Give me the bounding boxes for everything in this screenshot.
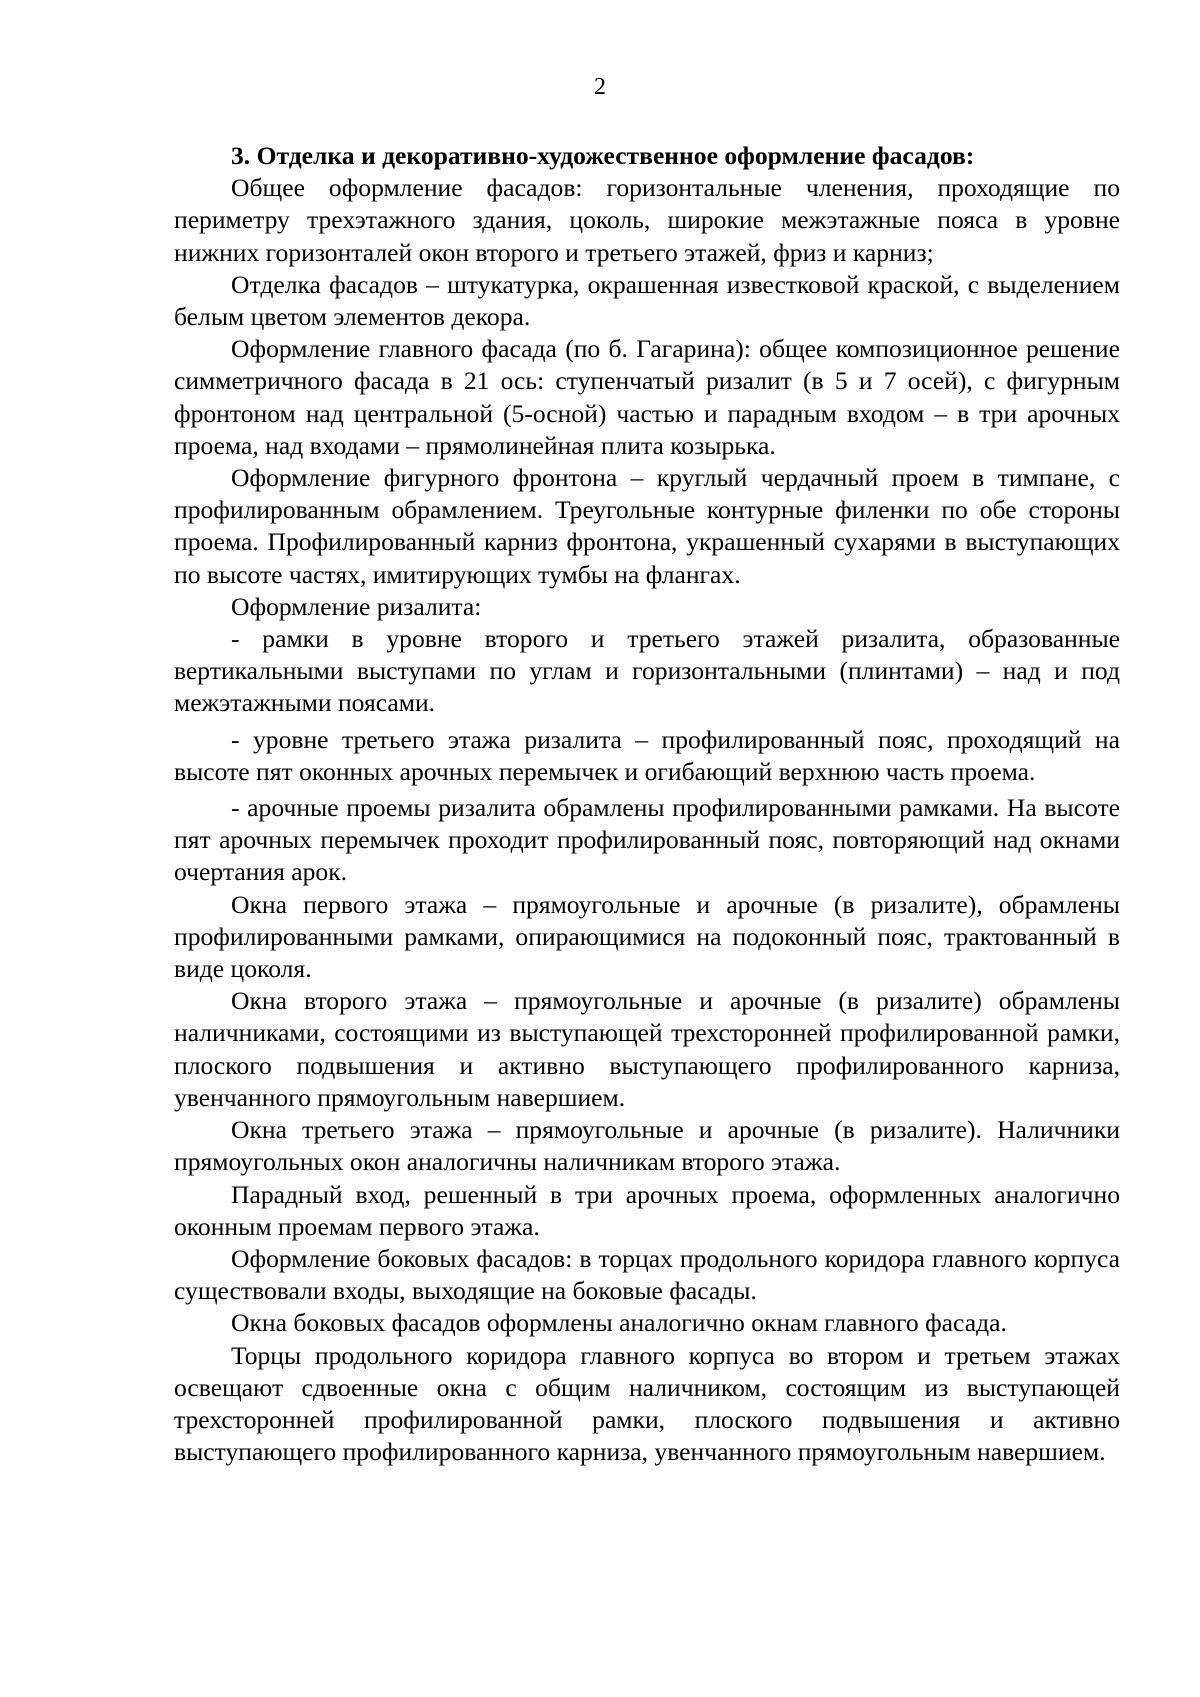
paragraph-first-floor-windows: Окна первого этажа – прямоугольные и арочные (в ризалите), обрамлены профилированными рамками, опирающимися на подоконный пояс, трактованный в виде цоколя. (174, 889, 1120, 984)
paragraph-main-entrance: Парадный вход, решенный в три арочных проема, оформленных аналогично оконным проемам первого этажа. (174, 1179, 1120, 1241)
paragraph-risalit-third-floor: - уровне третьего этажа ризалита – профилированный пояс, проходящий на высоте пят оконных арочных перемычек и огибающий верхнюю часть проема. (174, 724, 1120, 786)
paragraph-third-floor-windows: Окна третьего этажа – прямоугольные и арочные (в ризалите). Наличники прямоугольных окон аналогичны наличникам второго этажа. (174, 1115, 1120, 1177)
paragraph-general-design: Общее оформление фасадов: горизонтальные членения, проходящие по периметру трехэтажного здания, цоколь, широкие межэтажные пояса в уровне нижних горизонталей окон второго и третьего этажей, фриз и карниз; (174, 173, 1120, 267)
paragraph-second-floor-windows: Окна второго этажа – прямоугольные и арочные (в ризалите) обрамлены наличниками, состоящими из выступающей трехсторонней профилированной рамки, плоского подвышения и активно выступающего профилированного карниза, увенчанного прямоугольным навершием. (174, 986, 1120, 1112)
paragraph-facade-finish: Отделка фасадов – штукатурка, окрашенная известковой краской, с выделением белым цветом элементов декора. (174, 269, 1120, 332)
paragraph-side-windows: Окна боковых фасадов оформлены аналогично окнам главного фасада. (231, 1308, 1007, 1338)
paragraph-main-facade: Оформление главного фасада (по б. Гагарина): общее композиционное решение симметричного фасада в 21 ось: ступенчатый ризалит (в 5 и 7 осей), с фигурным фронтоном над центральной (5-осной) частью и парадным входом – в три арочных проема, над входами – прямолинейная плита козырька. (174, 334, 1120, 460)
paragraph-side-facades: Оформление боковых фасадов: в торцах продольного коридора главного корпуса существовали входы, выходящие на боковые фасады. (174, 1243, 1120, 1306)
paragraph-risalit-title: Оформление ризалита: (231, 591, 482, 621)
paragraph-pediment: Оформление фигурного фронтона – круглый чердачный проем в тимпане, с профилированным обрамлением. Треугольные контурные филенки по обе стороны проема. Профилированный карниз фронтона, украшенный сухарями в выступающих по высоте частях, имитирующих тумбы на флангах. (174, 463, 1120, 589)
page-number: 2 (594, 74, 606, 100)
section-heading: 3. Отделка и декоративно-художественное оформление фасадов: (231, 141, 975, 170)
document-body (174, 140, 1120, 1468)
paragraph-risalit-arches: - арочные проемы ризалита обрамлены профилированными рамками. На высоте пят арочных перемычек проходит профилированный пояс, повторяющий над окнами очертания арок. (174, 793, 1120, 887)
paragraph-risalit-frames: - рамки в уровне второго и третьего этажей ризалита, образованные вертикальными выступами по углам и горизонтальными (плинтами) – над и под межэтажными поясами. (174, 624, 1120, 718)
paragraph-corridor-ends: Торцы продольного коридора главного корпуса во втором и третьем этажах освещают сдвоенные окна с общим наличником, состоящим из выступающей трехсторонней профилированной рамки, плоского подвышения и активно выступающего профилированного карниза, увенчанного прямоугольным навершием. (174, 1340, 1120, 1467)
